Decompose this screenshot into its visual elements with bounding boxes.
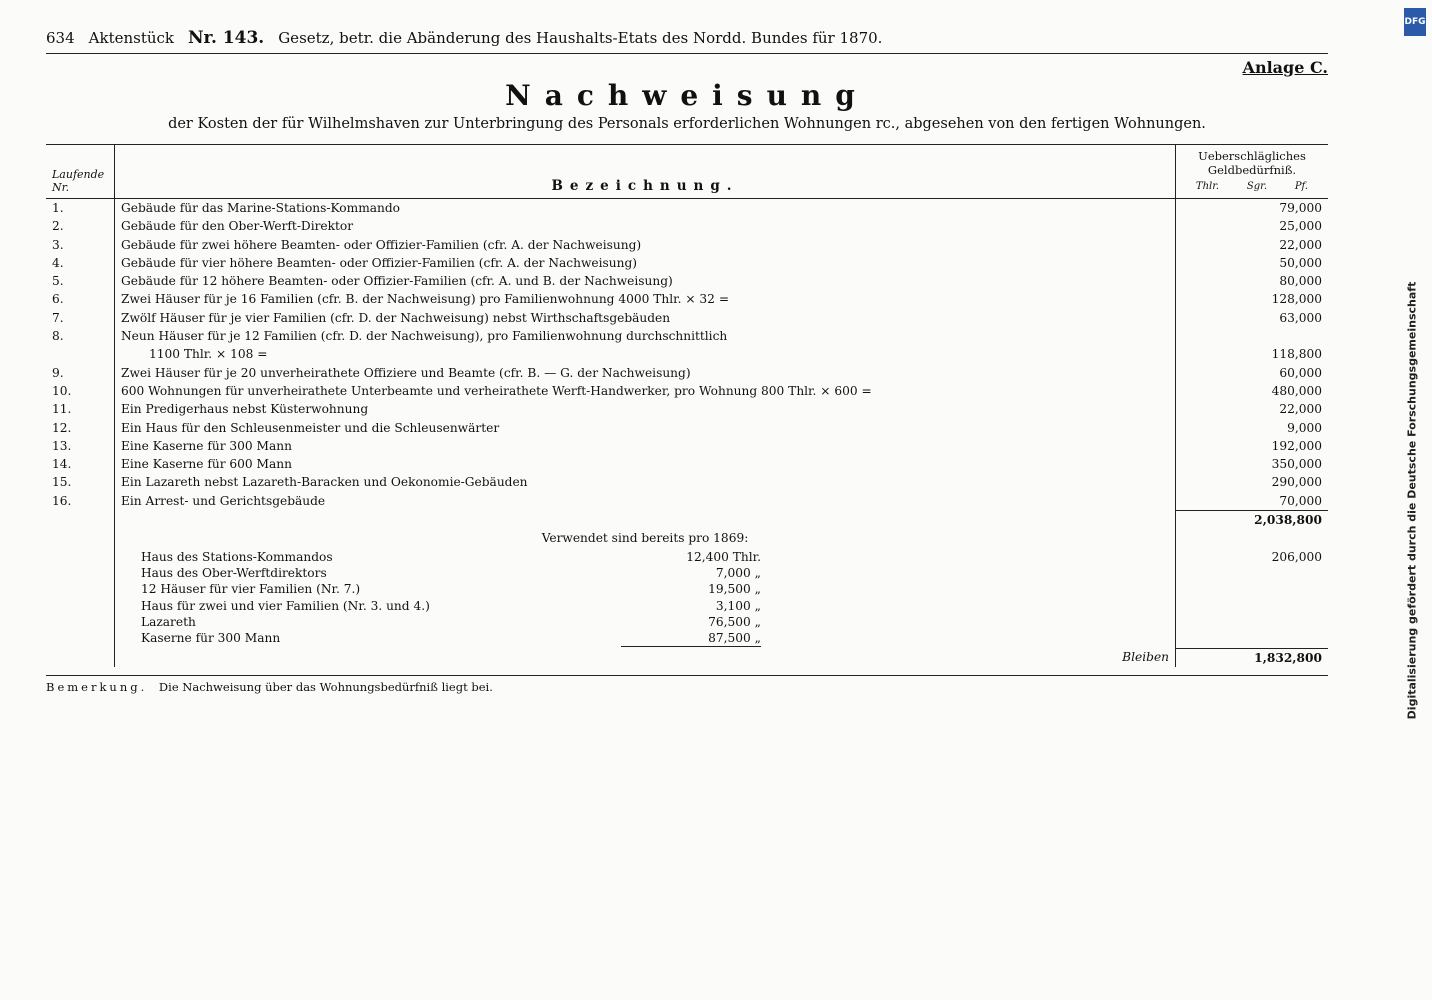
- table-row: [46, 437, 1328, 455]
- row-value: 22,000: [1176, 400, 1329, 418]
- table-row: [46, 364, 1328, 382]
- appendix-label: Anlage C.: [1242, 58, 1328, 77]
- table-row: [46, 419, 1328, 437]
- row-value: 192,000: [1176, 437, 1329, 455]
- row-value: 9,000: [1176, 419, 1329, 437]
- row-number: 4.: [46, 254, 115, 272]
- used-amount: 87,500 „: [621, 630, 761, 647]
- row-value: 480,000: [1176, 382, 1329, 400]
- table-row: [46, 254, 1328, 272]
- row-description: Ein Lazareth nebst Lazareth-Baracken und Oekonomie-Gebäuden: [121, 475, 528, 490]
- rest-label: Bleiben: [1122, 650, 1169, 665]
- table-row: [46, 473, 1328, 491]
- row-number: 7.: [46, 309, 115, 327]
- table-row: [46, 236, 1328, 254]
- row-value: 25,000: [1176, 217, 1329, 235]
- page-subtitle: der Kosten der für Wilhelmshaven zur Unterbringung des Personals erforderlichen Wohnungen rc., abgesehen von den fertigen Wohnungen.: [168, 116, 1206, 132]
- row-description: Ein Predigerhaus nebst Küsterwohnung: [121, 402, 369, 417]
- document-number: Nr. 143.: [188, 28, 265, 48]
- digitization-stamp: [1392, 0, 1432, 1000]
- row-number: 12.: [46, 419, 115, 437]
- table-row: [46, 309, 1328, 327]
- table-row: [46, 290, 1328, 308]
- row-description: Ein Arrest- und Gerichtsgebäude: [121, 493, 326, 508]
- used-description: Lazareth: [141, 614, 196, 629]
- used-description: 12 Häuser für vier Familien (Nr. 7.): [141, 582, 361, 597]
- used-row: [121, 581, 761, 597]
- row-description: Gebäude für vier höhere Beamten- oder Offizier-Familien (cfr. A. der Nachweisung): [121, 255, 638, 270]
- row-value: 118,800: [1176, 345, 1329, 363]
- rest-value: 1,832,800: [1176, 648, 1329, 667]
- row-description: Gebäude für zwei höhere Beamten- oder Offizier-Familien (cfr. A. der Nachweisung): [121, 237, 642, 252]
- row-description: 1100 Thlr. × 108 =: [149, 347, 268, 362]
- used-row: [121, 598, 761, 614]
- row-description: Gebäude für 12 höhere Beamten- oder Offizier-Familien (cfr. A. und B. der Nachweisung): [121, 274, 673, 289]
- row-number: 1.: [46, 199, 115, 218]
- used-row: [121, 565, 761, 581]
- used-amount: 3,100 „: [715, 598, 761, 613]
- dfg-logo: DFG: [1404, 8, 1426, 36]
- row-value: [1176, 327, 1329, 345]
- table-footer: [46, 511, 1328, 668]
- row-description: Zwei Häuser für je 20 unverheirathete Offiziere und Beamte (cfr. B. — G. der Nachweisung): [121, 365, 691, 380]
- row-description: Neun Häuser für je 12 Familien (cfr. D. der Nachweisung), pro Familienwohnung durchschnittlich: [121, 329, 728, 344]
- running-head: [46, 28, 1328, 54]
- unit-label: Thlr.: [1195, 181, 1220, 192]
- stamp-text: Digitalisierung gefördert durch die Deutsche Forschungsgemeinschaft: [1405, 281, 1419, 719]
- used-row: [121, 614, 761, 630]
- remark-text: Die Nachweisung über das Wohnungsbedürfniß liegt bei.: [158, 680, 493, 695]
- row-number: 13.: [46, 437, 115, 455]
- row-value: 70,000: [1176, 492, 1329, 511]
- page-number: 634: [46, 29, 75, 47]
- used-description: Haus des Stations-Kommandos: [141, 549, 333, 564]
- row-value: 63,000: [1176, 309, 1329, 327]
- document-page: [18, 18, 1356, 982]
- row-number: 11.: [46, 400, 115, 418]
- row-value: 128,000: [1176, 290, 1329, 308]
- row-description: Gebäude für den Ober-Werft-Direktor: [121, 219, 354, 234]
- row-value: 79,000: [1176, 199, 1329, 218]
- row-description: 600 Wohnungen für unverheirathete Unterbeamte und verheirathete Werft-Handwerker, pro Wohnung 800 Thlr. × 600 =: [121, 383, 872, 398]
- table-row: [46, 382, 1328, 400]
- remark-label: Bemerkung.: [46, 680, 148, 695]
- row-number: 5.: [46, 272, 115, 290]
- row-number: 9.: [46, 364, 115, 382]
- row-value: 60,000: [1176, 364, 1329, 382]
- row-description: Zwei Häuser für je 16 Familien (cfr. B. der Nachweisung) pro Familienwohnung 4000 Thlr. × 32 =: [121, 292, 730, 307]
- row-number: [46, 345, 115, 363]
- row-value: 22,000: [1176, 236, 1329, 254]
- used-list: [115, 548, 1176, 649]
- table-row: [46, 492, 1328, 511]
- used-amount: 19,500 „: [708, 582, 761, 597]
- page-title: Nachweisung: [505, 79, 869, 112]
- row-number: 15.: [46, 473, 115, 491]
- table-row: [46, 455, 1328, 473]
- value-header-label: Ueberschlägliches Geldbedürfniß.: [1198, 149, 1306, 177]
- row-value: 80,000: [1176, 272, 1329, 290]
- row-value: 50,000: [1176, 254, 1329, 272]
- row-number: 6.: [46, 290, 115, 308]
- table-row: [46, 400, 1328, 418]
- used-amount: 12,400 Thlr.: [686, 549, 761, 564]
- table-row: [46, 217, 1328, 235]
- row-description: Gebäude für das Marine-Stations-Kommando: [121, 201, 401, 215]
- table-row: [46, 199, 1328, 218]
- used-amount: 7,000 „: [715, 565, 761, 580]
- row-number: 2.: [46, 217, 115, 235]
- column-header-description: Bezeichnung.: [115, 145, 1176, 199]
- cost-table: [46, 144, 1328, 667]
- row-description: Ein Haus für den Schleusenmeister und die Schleusenwärter: [121, 420, 500, 435]
- doc-prefix: Aktenstück: [88, 29, 175, 47]
- row-description: Eine Kaserne für 300 Mann: [121, 438, 292, 453]
- column-header-nr: Laufende Nr.: [46, 145, 115, 199]
- row-value: 290,000: [1176, 473, 1329, 491]
- table-row: [46, 345, 1328, 363]
- row-number: 14.: [46, 455, 115, 473]
- row-description: Eine Kaserne für 600 Mann: [121, 457, 292, 472]
- table-row: [46, 272, 1328, 290]
- row-number: 10.: [46, 382, 115, 400]
- unit-row: [1182, 180, 1322, 194]
- used-row: [121, 549, 761, 565]
- column-header-value: [1176, 145, 1329, 199]
- running-head-text: Gesetz, betr. die Abänderung des Haushalts-Etats des Nordd. Bundes für 1870.: [278, 29, 883, 47]
- row-number: 3.: [46, 236, 115, 254]
- total-value: 2,038,800: [1176, 511, 1329, 530]
- row-description: Zwölf Häuser für je vier Familien (cfr. D. der Nachweisung) nebst Wirthschaftsgebäuden: [121, 310, 671, 325]
- used-description: Haus des Ober-Werftdirektors: [141, 565, 327, 580]
- row-number: 8.: [46, 327, 115, 345]
- row-value: 350,000: [1176, 455, 1329, 473]
- used-description: Kaserne für 300 Mann: [141, 631, 281, 646]
- unit-label: Pf.: [1294, 181, 1309, 192]
- remark: [46, 675, 1328, 694]
- table-row: [46, 327, 1328, 345]
- used-heading: Verwendet sind bereits pro 1869:: [541, 531, 749, 546]
- row-number: 16.: [46, 492, 115, 511]
- used-amount: 76,500 „: [708, 614, 761, 629]
- unit-label: Sgr.: [1246, 181, 1268, 192]
- used-total: 206,000: [1176, 548, 1329, 649]
- table-body: [46, 199, 1328, 511]
- used-row: [121, 630, 761, 647]
- used-description: Haus für zwei und vier Familien (Nr. 3. und 4.): [141, 598, 430, 613]
